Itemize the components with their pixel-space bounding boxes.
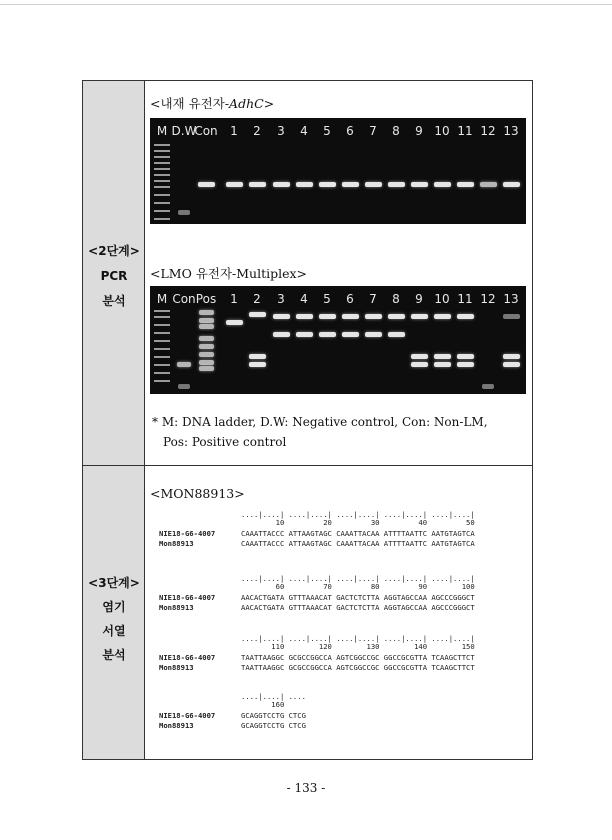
gel-band <box>319 314 336 319</box>
ladder-band <box>154 310 170 312</box>
gel-band <box>434 182 451 187</box>
gel-band <box>365 314 382 319</box>
lane-label: 7 <box>369 124 377 138</box>
sequence-name: Mon88913 <box>159 603 194 612</box>
sequence-name: NIE18-G6-4007 <box>159 593 216 602</box>
gel-band <box>457 182 474 187</box>
sequence-name: NIE18-G6-4007 <box>159 653 216 662</box>
gel-band <box>388 182 405 187</box>
page-number: - 133 - <box>286 781 326 795</box>
ladder-band <box>154 332 170 334</box>
lane-label: 1 <box>230 292 238 306</box>
ladder-band <box>154 356 170 358</box>
lane-label: 9 <box>415 292 423 306</box>
lane-label: 7 <box>369 292 377 306</box>
ladder-band <box>154 316 170 318</box>
legend-note-line1: * M: DNA ladder, D.W: Negative control, Con: Non-LM, <box>152 415 488 429</box>
gel-band <box>342 332 359 337</box>
gel-band <box>199 360 214 365</box>
gel-band <box>434 362 451 367</box>
ladder-band <box>154 168 170 170</box>
gel-band <box>342 182 359 187</box>
gel-band <box>199 366 214 371</box>
lane-label: 9 <box>415 124 423 138</box>
gel-band <box>480 182 497 187</box>
sequence-bases: GCAGGTCCTG CTCG <box>241 721 306 730</box>
gel-band <box>319 182 336 187</box>
ladder-band <box>154 324 170 326</box>
gel-band <box>411 182 428 187</box>
sequence-bases: TAATTAAGGC GCGCCGGCCA AGTCGGCCGC GGCCGCGTTA TCAAGCTTCT <box>241 663 475 672</box>
gel1-caption-prefix: <내재 유전자- <box>150 96 230 111</box>
lane-label: 12 <box>480 124 496 138</box>
ladder-band <box>154 156 170 158</box>
sequence-position-numbers: 160 <box>241 700 285 709</box>
gel-band <box>411 354 428 359</box>
gel-band <box>249 312 266 317</box>
page-top-rule <box>0 4 612 5</box>
gel-band <box>249 354 266 359</box>
sequence-bases: TAATTAAGGC GCGCCGGCCA AGTCGGCCGC GGCCGCGTTA TCAAGCTTCT <box>241 653 475 662</box>
ladder-band <box>154 144 170 146</box>
gel-band <box>503 354 520 359</box>
ladder-band <box>154 150 170 152</box>
stage3-title: <3단계> <box>88 576 140 590</box>
sequence-position-numbers: 110 120 130 140 150 <box>241 642 475 651</box>
lane-label: 4 <box>300 124 308 138</box>
gel1-caption-gene: AdhC <box>229 96 264 111</box>
gel-band <box>199 324 214 329</box>
ladder-band <box>154 364 170 366</box>
gel-band <box>457 354 474 359</box>
gel-band <box>273 332 290 337</box>
sequence-name: Mon88913 <box>159 721 194 730</box>
sequence-position-numbers: 10 20 30 40 50 <box>241 518 475 527</box>
lane-label: 4 <box>300 292 308 306</box>
gel2-caption: <LMO 유전자-Multiplex> <box>150 266 308 281</box>
gel-band <box>199 310 214 315</box>
ladder-band <box>154 194 170 196</box>
lane-label: 11 <box>457 292 473 306</box>
ladder-band <box>154 186 170 188</box>
gel-band <box>365 332 382 337</box>
gel-band <box>199 344 214 349</box>
lane-label: 8 <box>392 124 400 138</box>
gel-band <box>482 384 494 389</box>
stage2-title: <2단계> <box>88 244 140 258</box>
sequence-bases: AACACTGATA GTTTAAACAT GACTCTCTTA AGGTAGCCAA AGCCCGGGCT <box>241 603 475 612</box>
lane-label: 11 <box>457 124 473 138</box>
lane-label: Con <box>194 124 218 138</box>
stage3-label <box>83 571 145 667</box>
ladder-band <box>154 380 170 382</box>
gel1-caption <box>150 94 274 112</box>
gel-band <box>296 182 313 187</box>
sequence-name: NIE18-G6-4007 <box>159 711 216 720</box>
lane-label: Pos <box>195 292 217 306</box>
gel-band <box>178 384 190 389</box>
gel-band <box>365 182 382 187</box>
stage3-word3: 분석 <box>102 648 126 662</box>
gel-band <box>434 314 451 319</box>
gel-band <box>503 314 520 319</box>
sequence-bases: CAAATTACCC ATTAAGTAGC CAAATTACAA ATTTTAATTC AATGTAGTCA <box>241 529 475 538</box>
ladder-band <box>154 210 170 212</box>
row-divider <box>83 465 532 466</box>
gel-band <box>296 314 313 319</box>
gel-band <box>226 182 243 187</box>
gel-band <box>199 352 214 357</box>
stage2-pcr: PCR <box>100 269 128 283</box>
legend-note-line2: Pos: Positive control <box>163 435 287 449</box>
gel-band <box>503 182 520 187</box>
stage3-word2: 서열 <box>102 624 126 638</box>
gel-band <box>199 336 214 341</box>
gel1-caption-suffix: > <box>263 96 275 111</box>
lane-label: 3 <box>277 292 285 306</box>
lane-label: 2 <box>253 292 261 306</box>
lane-label: 1 <box>230 124 238 138</box>
sequence-ruler: ....|....| .... <box>241 692 306 701</box>
stage3-word1: 염기 <box>102 600 126 614</box>
sequence-bases: CAAATTACCC ATTAAGTAGC CAAATTACAA ATTTTAATTC AATGTAGTCA <box>241 539 475 548</box>
stage2-analysis: 분석 <box>102 294 126 308</box>
lane-label: 13 <box>503 124 519 138</box>
ladder-band <box>154 180 170 182</box>
sequence-bases: AACACTGATA GTTTAAACAT GACTCTCTTA AGGTAGCCAA AGCCCGGGCT <box>241 593 475 602</box>
gel-band <box>388 314 405 319</box>
lane-label: Con <box>172 292 196 306</box>
gel-band <box>249 182 266 187</box>
gel-band <box>388 332 405 337</box>
stage2-label <box>83 239 145 314</box>
gel-band <box>457 314 474 319</box>
sequence-name: NIE18-G6-4007 <box>159 529 216 538</box>
sequence-name: Mon88913 <box>159 663 194 672</box>
lane-label: 12 <box>480 292 496 306</box>
sequence-caption: <MON88913> <box>150 486 245 501</box>
sequence-name: Mon88913 <box>159 539 194 548</box>
sequence-ruler: ....|....| ....|....| ....|....| ....|....| ....|....| <box>241 510 475 519</box>
lane-label: 5 <box>323 292 331 306</box>
lane-label: 10 <box>434 292 450 306</box>
lane-label: D.W <box>171 124 197 138</box>
gel-band <box>199 318 214 323</box>
lane-label: 8 <box>392 292 400 306</box>
sequence-ruler: ....|....| ....|....| ....|....| ....|....| ....|....| <box>241 634 475 643</box>
sequence-bases: GCAGGTCCTG CTCG <box>241 711 306 720</box>
lane-label: 6 <box>346 292 354 306</box>
gel-band <box>319 332 336 337</box>
ladder-band <box>154 174 170 176</box>
ladder-band <box>154 340 170 342</box>
gel-band <box>342 314 359 319</box>
gel-band <box>296 332 313 337</box>
lane-label: 6 <box>346 124 354 138</box>
lane-label: 3 <box>277 124 285 138</box>
ladder-band <box>154 348 170 350</box>
gel-image-multiplex <box>150 286 526 394</box>
gel-band <box>457 362 474 367</box>
gel-image-adhc <box>150 118 526 224</box>
gel-band <box>249 362 266 367</box>
lane-label: 5 <box>323 124 331 138</box>
lane-label: 13 <box>503 292 519 306</box>
lane-label: M <box>156 124 168 138</box>
lane-label: 2 <box>253 124 261 138</box>
lane-label: M <box>156 292 168 306</box>
gel-band <box>177 362 191 367</box>
gel-band <box>411 362 428 367</box>
gel-band <box>434 354 451 359</box>
lane-label: 10 <box>434 124 450 138</box>
gel-band <box>273 314 290 319</box>
ladder-band <box>154 202 170 204</box>
gel-band <box>273 182 290 187</box>
ladder-band <box>154 162 170 164</box>
gel-band <box>198 182 215 187</box>
gel-band <box>226 320 243 325</box>
gel-band <box>411 314 428 319</box>
gel-band <box>503 362 520 367</box>
ladder-band <box>154 218 170 220</box>
sequence-ruler: ....|....| ....|....| ....|....| ....|....| ....|....| <box>241 574 475 583</box>
gel-band <box>178 210 190 215</box>
sequence-position-numbers: 60 70 80 90 100 <box>241 582 475 591</box>
ladder-band <box>154 372 170 374</box>
